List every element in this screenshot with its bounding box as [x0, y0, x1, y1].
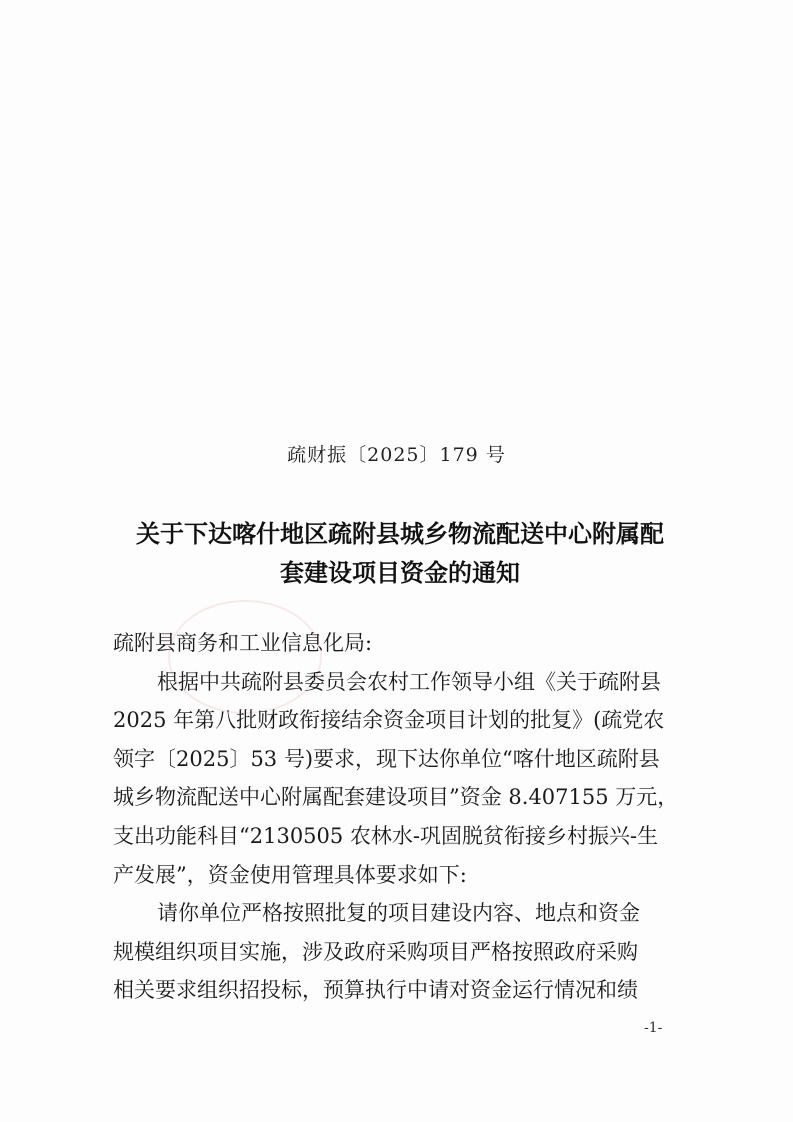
page-number: -1- [644, 1020, 663, 1036]
paragraph-2-line-2: 规模组织项目实施，涉及政府采购项目严格按照政府采购 [113, 939, 638, 964]
addressee: 疏附县商务和工业信息化局: [113, 631, 373, 655]
paragraph-1-line-2: 2025 年第八批财政衔接结余资金项目计划的批复》(疏党农 [113, 708, 665, 733]
document-title [80, 515, 720, 593]
paragraph-1-line-5: 支出功能科目“2130505 农林水-巩固脱贫衔接乡村振兴-生 [113, 823, 659, 848]
paragraph-1-line-1: 根据中共疏附县委员会农村工作领导小组《关于疏附县 [157, 669, 661, 694]
paragraph-2-line-1: 请你单位严格按照批复的项目建设内容、地点和资金 [157, 901, 640, 926]
paragraph-1-line-4: 城乡物流配送中心附属配套建设项目”资金 8.407155 万元， [113, 785, 679, 810]
document-body [113, 624, 688, 1010]
paragraph-1-line-6: 产发展”，资金使用管理具体要求如下: [113, 862, 467, 887]
paragraph-2-line-3: 相关要求组织招投标，预算执行中请对资金运行情况和绩 [113, 978, 638, 1003]
title-line-1: 关于下达喀什地区疏附县城乡物流配送中心附属配 [136, 520, 664, 548]
title-line-2: 套建设项目资金的通知 [280, 559, 520, 587]
document-number: 疏财振〔2025〕179 号 [287, 444, 506, 466]
paragraph-1-line-3: 领字〔2025〕53 号)要求，现下达你单位“喀什地区疏附县 [113, 746, 660, 771]
